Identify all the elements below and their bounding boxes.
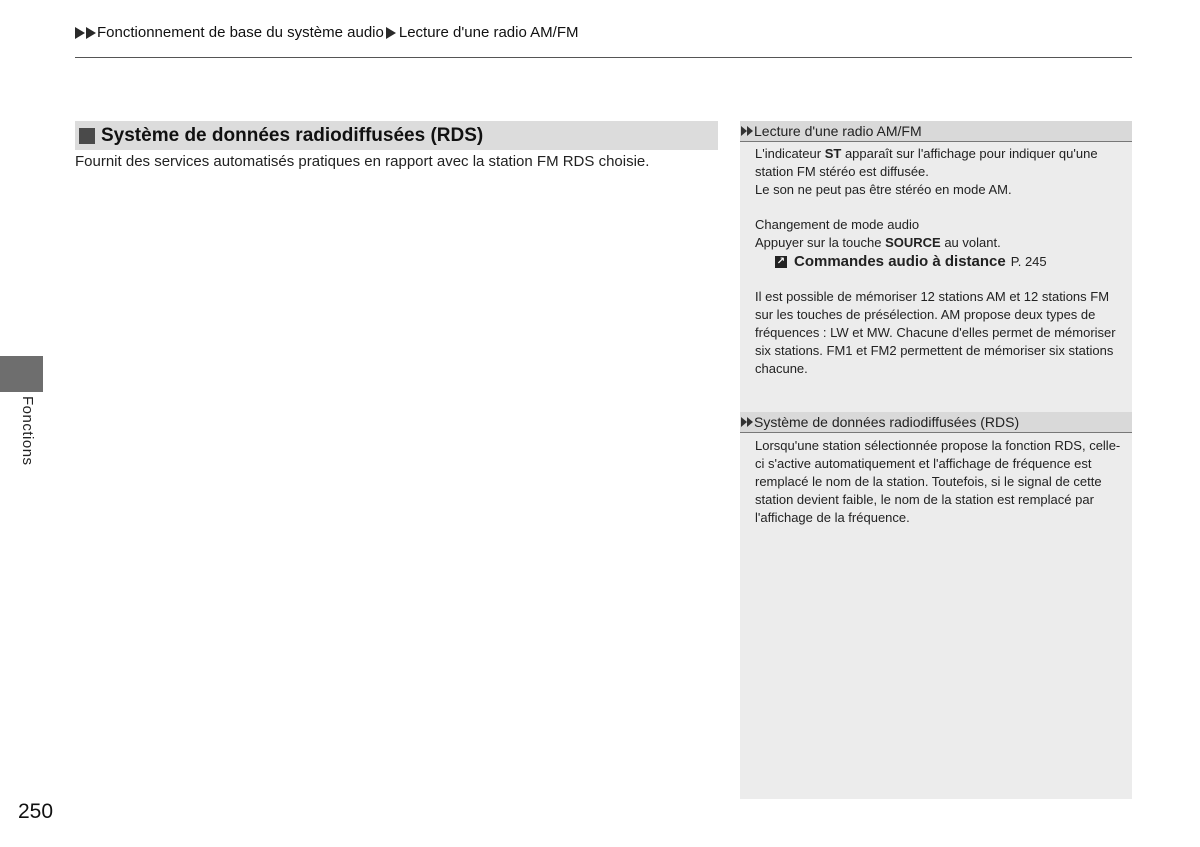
- st-indicator-text: [755, 145, 1125, 181]
- note-heading-rds: [740, 412, 1132, 433]
- page-number: 250: [18, 800, 54, 823]
- xref-title: Commandes audio à distance: [794, 253, 1006, 270]
- note-body-am-fm: [755, 145, 1125, 378]
- double-arrow-icon: [741, 417, 753, 427]
- note-title: Système de données radiodiffusées (RDS): [754, 414, 1020, 430]
- chapter-tab: [0, 356, 43, 392]
- breadcrumb-current: Lecture d'une radio AM/FM: [398, 24, 579, 41]
- triangle-right-icon: [75, 27, 85, 39]
- xref-page: P. 245: [1010, 254, 1047, 269]
- square-bullet-icon: [79, 128, 95, 144]
- triangle-right-icon: [86, 27, 96, 39]
- chapter-label: Fonctions: [19, 396, 36, 466]
- section-body: Fournit des services automatisés pratiques en rapport avec la station FM RDS choisie.: [75, 153, 650, 170]
- cross-reference-link[interactable]: [775, 252, 1125, 272]
- source-label: SOURCE: [885, 235, 941, 250]
- text: Appuyer sur la touche: [755, 235, 886, 250]
- text: L'indicateur: [755, 146, 825, 161]
- cross-reference-icon: ↗: [776, 256, 786, 267]
- section-heading: [75, 121, 718, 150]
- rds-text: Lorsqu'une station sélectionnée propose la fonction RDS, celle-ci s'active automatiquement et l'affichage de fréquence est remplacé le nom de la station. Toutefois, si le signal de cette station devient faible, le nom de la station est remplacé par l'affichage de la fréquence.: [755, 438, 1121, 525]
- header-divider: [75, 57, 1132, 58]
- note-title: Lecture d'une radio AM/FM: [754, 123, 922, 139]
- am-note: Le son ne peut pas être stéréo en mode AM.: [755, 182, 1012, 197]
- triangle-right-icon: [386, 27, 396, 39]
- note-heading-am-fm: [740, 121, 1132, 142]
- note-body-rds: [755, 437, 1125, 527]
- section-title: Système de données radiodiffusées (RDS): [101, 124, 484, 146]
- st-label: ST: [824, 146, 842, 161]
- mode-title: Changement de mode audio: [755, 217, 920, 232]
- breadcrumb: [75, 24, 578, 41]
- notes-panel: [740, 121, 1132, 799]
- text: au volant.: [940, 235, 1001, 250]
- double-arrow-icon: [741, 126, 753, 136]
- breadcrumb-parent: Fonctionnement de base du système audio: [97, 24, 384, 41]
- press-source-text: [755, 234, 1125, 252]
- presets-text: Il est possible de mémoriser 12 stations AM et 12 stations FM sur les touches de présélection. AM propose deux types de fréquences : LW et MW. Chacune d'elles permet de mémoriser six stations. FM1 et FM2 permettent de mémoriser six stations chacune.: [755, 289, 1116, 376]
- text: apparaît sur l'affichage pour indiquer qu'une station FM stéréo est diffusée.: [755, 146, 1098, 179]
